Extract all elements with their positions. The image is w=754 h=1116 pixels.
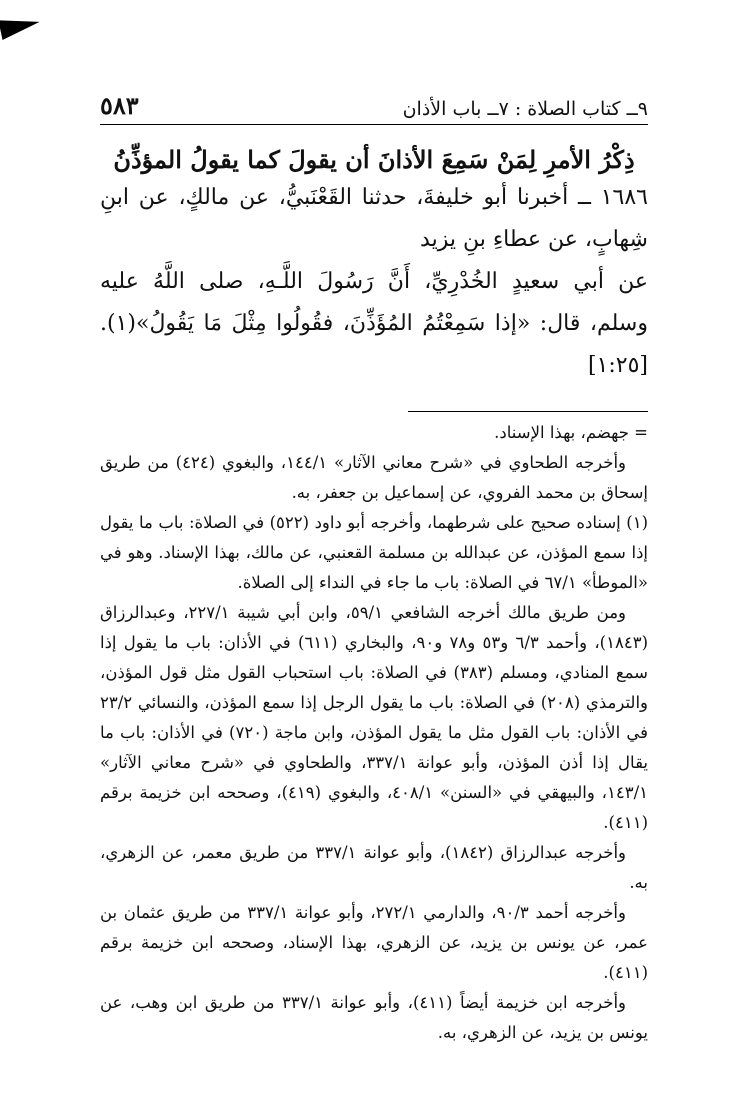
footnote-1: (١) إسناده صحيح على شرطهما، وأخرجه أبو داود (٥٢٢) في الصلاة: باب ما يقول إذا سمع المؤذن، عن عبدالله بن مسلمة القعنبي، عن مالك، بهذا الإسناد. وهو في «الموطأ» ٦٧/١ في الصلاة: باب ما جاء في النداء إلى الصلاة. [100,513,648,592]
book-page [100,86,648,1048]
footnote-paragraph: وأخرجه ابن خزيمة أيضاً (٤١١)، وأبو عوانة ٣٣٧/١ من طريق ابن وهب، عن يونس بن يزيد، عن الزهري، به. [100,993,648,1042]
footnote-paragraph: ومن طريق مالك أخرجه الشافعي ٥٩/١، وابن أبي شيبة ٢٢٧/١، وعبدالرزاق (١٨٤٣)، وأحمد ٦/٣ و٥٣ و٧٨ و٩٠، والبخاري (٦١١) في الأذان: باب ما يقول إذا سمع المنادي، ومسلم (٣٨٣) في الصلاة: باب استحباب القول مثل قول المؤذن، والترمذي (٢٠٨) في الصلاة: باب ما يقول الرجل إذا سمع المؤذن، والنسائي ٢٣/٢ في الأذان: باب القول مثل ما يقول المؤذن، وابن ماجة (٧٢٠) في الأذان: باب ما يقال إذا أذن المؤذن، وأبو عوانة ٣٣٧/١، والطحاوي في «شرح معاني الآثار» ١٤٣/١، والبيهقي في «السنن» ٤٠٨/١، والبغوي (٤١٩)، وصححه ابن خزيمة برقم (٤١١). [100,603,649,832]
hadith-isnad: ١٦٨٦ ــ أخبرنا أبو خليفةَ، حدثنا القَعْنَبيُّ، عن مالكٍ، عن ابنِ شِهابٍ، عن عطاءِ بنِ يزيد [100,185,648,252]
footnote-paragraph: وأخرجه الطحاوي في «شرح معاني الآثار» ١٤٤/١، والبغوي (٤٢٤) من طريق إسحاق بن محمد الفروي، عن إسماعيل بن جعفر، به. [100,453,648,502]
hadith-matn: عن أبي سعيدٍ الخُدْرِيِّ، أَنَّ رَسُولَ اللَّـهِ، صلى اللَّهُ عليه وسلم، قال: «إذا سَمِعْتُمُ المُؤَذِّنَ، فقُولُوا مِثْلَ مَا يَقُولُ»(١). [١:٢٥] [100,269,648,378]
footnotes [100,418,648,1048]
hadith-text [100,177,648,387]
footnote-continuation: = جهضم، بهذا الإسناد. [494,423,648,442]
chapter-title: ذِكْرُ الأمرِ لِمَنْ سَمِعَ الأذانَ أن يقولَ كما يقولُ المؤذِّنُ [113,145,635,174]
corner-mark [0,12,42,40]
page-number: ٥٨٣ [100,91,139,120]
footnote-paragraph: وأخرجه أحمد ٩٠/٣، والدارمي ٢٧٢/١، وأبو عوانة ٣٣٧/١ من طريق عثمان بن عمر، عن يونس بن يزيد، عن الزهري، بهذا الإسناد، وصححه ابن خزيمة برقم (٤١١). [100,903,648,982]
footnote-divider [408,411,648,412]
running-header [100,86,648,125]
section-title: ٩ــ كتاب الصلاة : ٧ــ باب الأذان [402,98,648,120]
footnote-paragraph: وأخرجه عبدالرزاق (١٨٤٢)، وأبو عوانة ٣٣٧/١ من طريق معمر، عن الزهري، به. [100,843,648,892]
